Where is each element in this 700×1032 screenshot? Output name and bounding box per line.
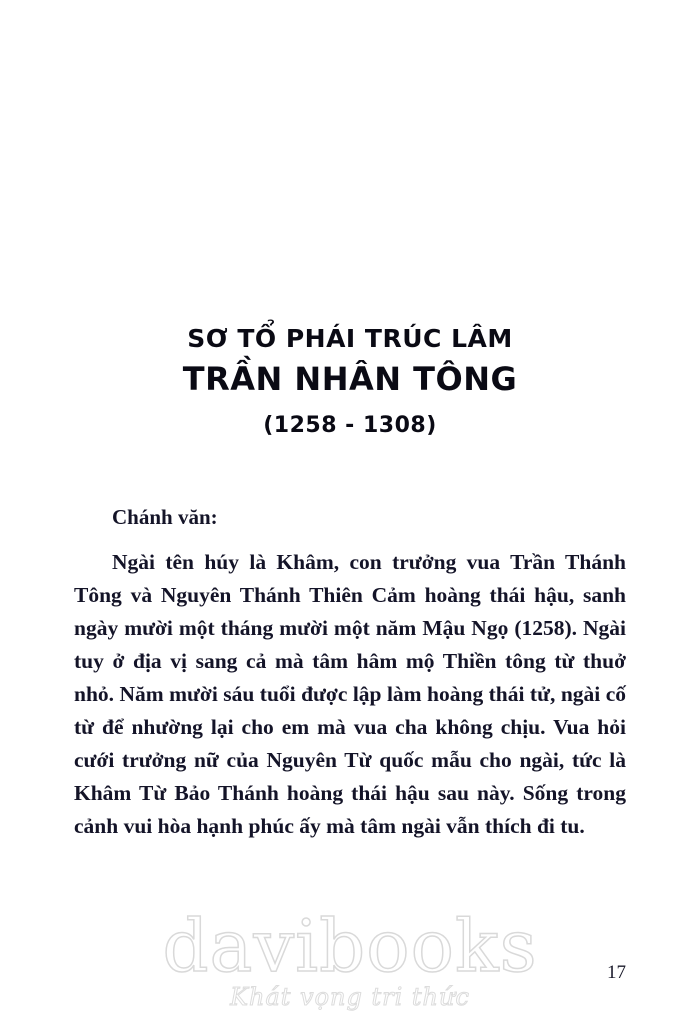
page-title (0, 325, 700, 438)
watermark-tagline: Khát vọng tri thức (230, 983, 470, 1011)
body-content (74, 505, 626, 843)
title-line-secondary: TRẦN NHÂN TÔNG (182, 359, 518, 398)
page-number: 17 (607, 962, 626, 983)
title-dates: (1258 - 1308) (263, 412, 437, 438)
title-line-primary: SƠ TỔ PHÁI TRÚC LÂM (187, 324, 513, 353)
section-label: Chánh văn: (112, 505, 218, 529)
watermark-logo: davibooks (162, 904, 538, 988)
body-paragraph: Ngài tên húy là Khâm, con trưởng vua Trần Thánh Tông và Nguyên Thánh Thiên Cảm hoàng thái hậu, sanh ngày mười một tháng mười một năm Mậu Ngọ (1258). Ngài tuy ở địa vị sang cả mà tâm hâm mộ Thiền tông từ thuở nhỏ. Năm mười sáu tuổi được lập làm hoàng thái tử, ngài cố từ để nhường lại cho em mà vua cha không chịu. Vua hỏi cưới trưởng nữ của Nguyên Từ quốc mẫu cho ngài, tức là Khâm Từ Bảo Thánh hoàng thái hậu sau này. Sống trong cảnh vui hòa hạnh phúc ấy mà tâm ngài vẫn thích đi tu. (74, 550, 626, 838)
